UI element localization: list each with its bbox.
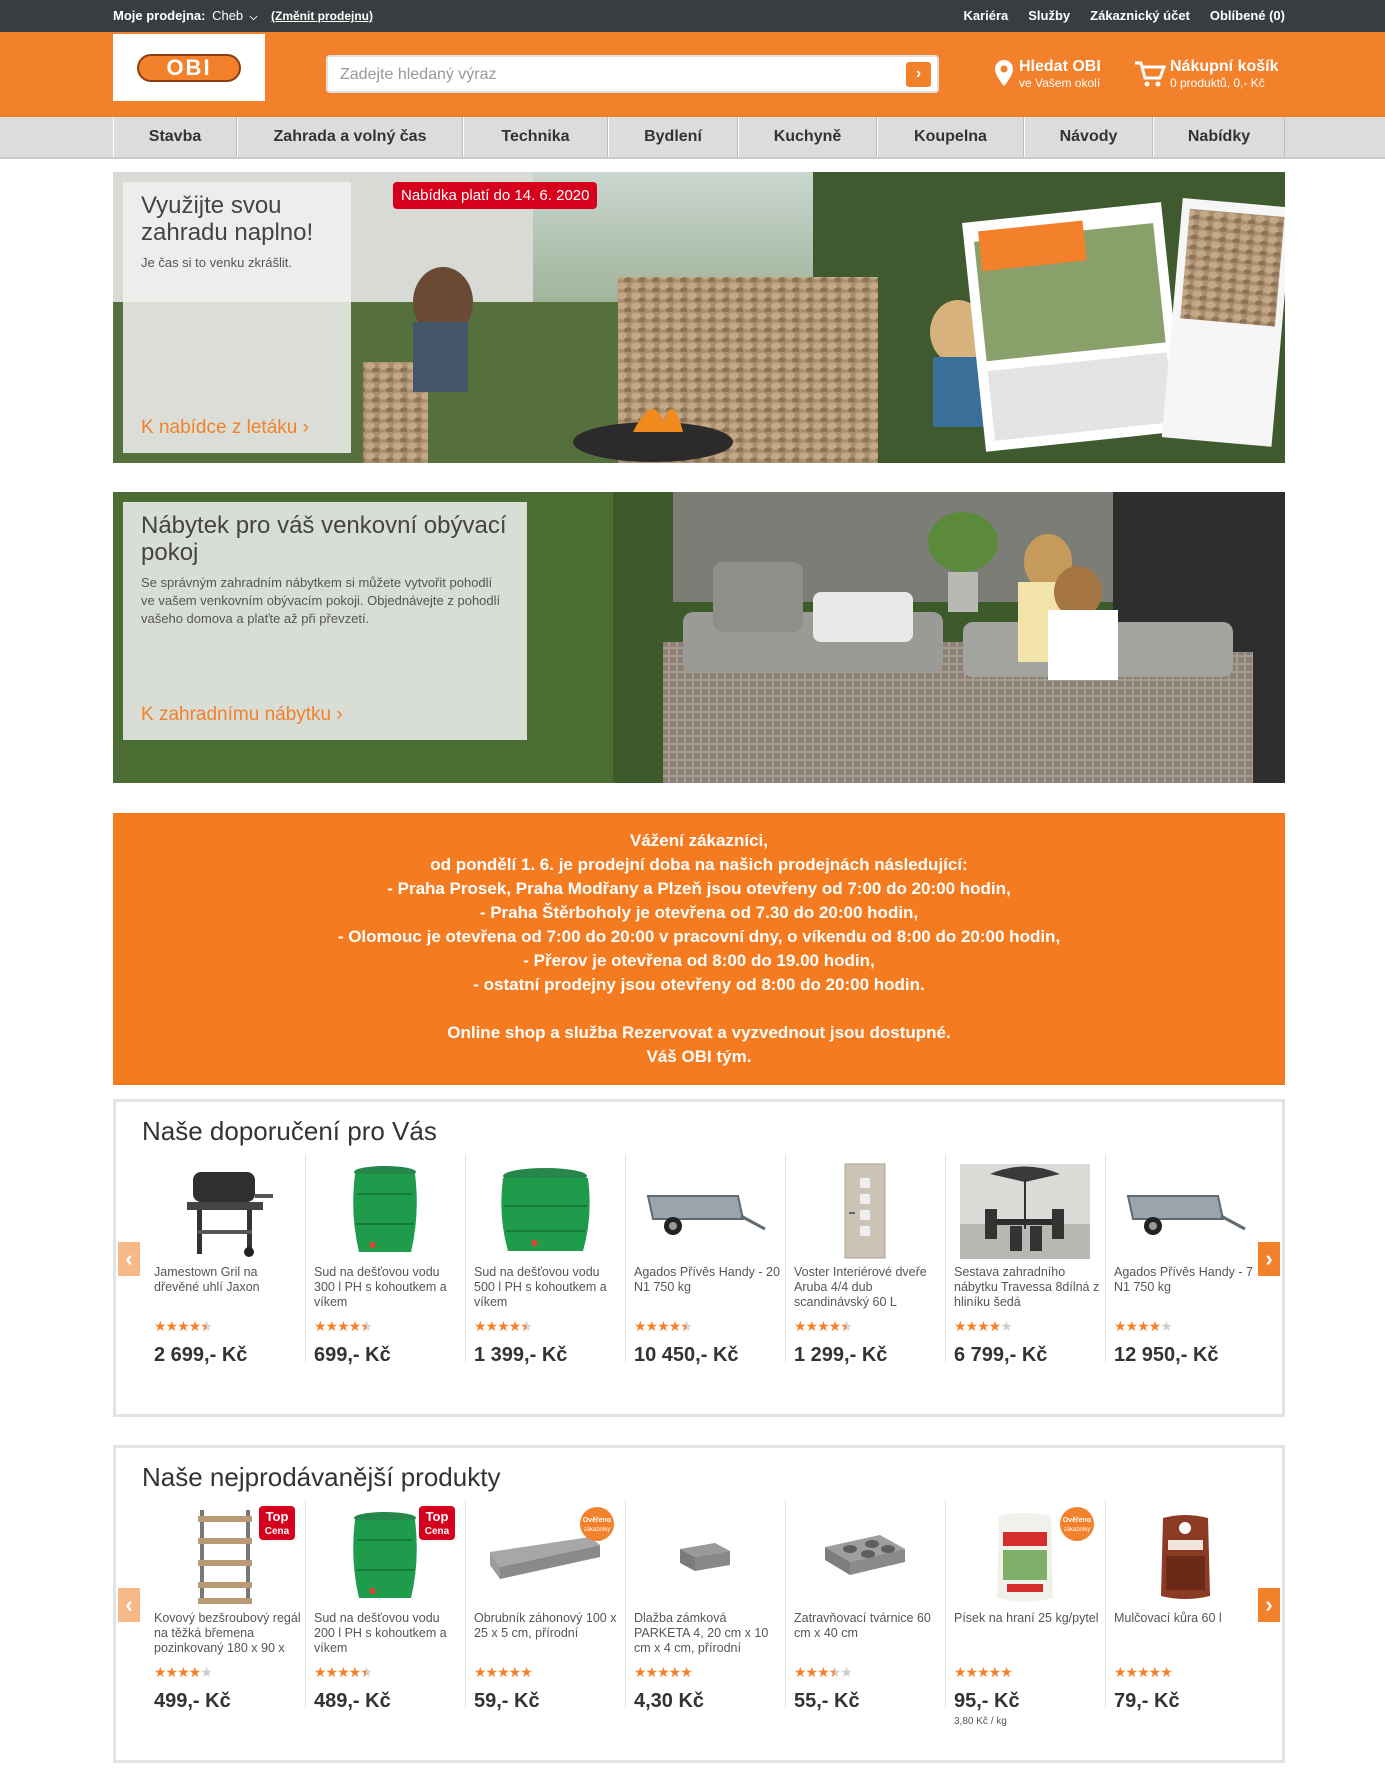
svg-text:Top: Top [265, 1509, 289, 1524]
product-card[interactable] [946, 1154, 1106, 1366]
nav-item-koupelna[interactable]: Koupelna [877, 117, 1024, 157]
rating-stars-icon: ★★★★★ [794, 1664, 852, 1680]
cart-title: Nákupní košík [1170, 58, 1279, 75]
find-store-title: Hledat OBI [1019, 58, 1101, 75]
product-card[interactable] [1106, 1500, 1266, 1712]
product-price: 699,- Kč [314, 1344, 391, 1366]
hero-banner-garden[interactable] [113, 172, 1285, 463]
product-name[interactable]: Dlažba zámková PARKETA 4, 20 cm x 10 cm x 4 cm, přírodní [634, 1611, 769, 1655]
nav-item-stavba[interactable]: Stavba [113, 117, 237, 157]
barrel-wide-icon[interactable] [478, 1162, 612, 1260]
product-name[interactable]: Sestava zahradního nábytku Travessa 8dílná z hliníku šedá [954, 1265, 1100, 1309]
verified-badge [1059, 1506, 1095, 1547]
product-list [146, 1500, 1266, 1727]
carousel-next-button[interactable]: › [1258, 1242, 1280, 1276]
search-input[interactable] [340, 65, 880, 85]
nav-item-bydleni[interactable]: Bydlení [608, 117, 738, 157]
verified-badge [579, 1506, 615, 1547]
top-links [963, 8, 1285, 23]
rating-stars-icon: ★★★★★ [954, 1318, 1012, 1334]
section-title: Naše doporučení pro Vás [142, 1116, 437, 1146]
banner-title: Nábytek pro váš venkovní obývací pokoj [141, 512, 507, 566]
rating-stars-icon: ★★★★★ [314, 1664, 372, 1680]
opening-hours-notice [113, 813, 1285, 1085]
rating-stars-icon: ★★★★★ [634, 1664, 692, 1680]
location-pin-icon [995, 60, 1013, 86]
search-submit-button[interactable]: › [906, 62, 931, 87]
rating-stars-icon: ★★★★★ [154, 1664, 212, 1680]
bestsellers-carousel [113, 1445, 1285, 1763]
product-card[interactable] [626, 1500, 786, 1712]
product-card[interactable] [786, 1154, 946, 1366]
main-nav [0, 117, 1385, 159]
carousel-next-button[interactable]: › [1258, 1588, 1280, 1622]
trailer-icon[interactable] [638, 1162, 772, 1260]
flyer-offer-link[interactable]: K nabídce z letáku › [141, 417, 309, 438]
nav-item-nabidky[interactable]: Nabídky [1153, 117, 1285, 157]
account-link[interactable]: Zákaznický účet [1090, 8, 1190, 23]
product-price: 1 299,- Kč [794, 1344, 888, 1366]
carousel-prev-button[interactable]: ‹ [118, 1242, 140, 1276]
mulch-bag-icon[interactable] [1118, 1508, 1252, 1606]
careers-link[interactable]: Kariéra [963, 8, 1009, 23]
rating-stars-icon: ★★★★★ [474, 1318, 532, 1334]
notice-line: - Přerov je otevřena od 8:00 do 19.00 hodin, [523, 951, 875, 970]
rating-stars-icon: ★★★★★ [314, 1318, 372, 1334]
product-card[interactable] [466, 1154, 626, 1366]
product-name[interactable]: Sud na dešťovou vodu 300 l PH s kohoutkem a víkem [314, 1265, 447, 1309]
product-price: 95,- Kč [954, 1690, 1020, 1712]
store-label: Moje prodejna: [113, 8, 206, 23]
barrel-icon[interactable] [318, 1162, 452, 1260]
product-card[interactable] [466, 1500, 626, 1712]
product-card[interactable] [146, 1154, 306, 1366]
banner-text: Se správným zahradním nábytkem si můžete vytvořit pohodlí ve vašem venkovním obývacím pokoji. Objednávejte z pohodlí vašeho domova a plaťte až při převzetí. [141, 575, 501, 626]
top-price-badge [259, 1506, 295, 1545]
svg-text:zákazníky: zákazníky [583, 1527, 611, 1533]
chevron-down-icon[interactable]: ⌵ [249, 12, 258, 23]
favorites-link[interactable]: Oblíbené (0) [1209, 8, 1285, 23]
notice-line: Online shop a služba Rezervovat a vyzvednout jsou dostupné. [447, 1023, 951, 1042]
product-name[interactable]: Zatravňovací tvárnice 60 cm x 40 cm [794, 1611, 931, 1640]
svg-text:Top: Top [425, 1509, 449, 1524]
rating-stars-icon: ★★★★★ [1114, 1318, 1172, 1334]
banner-text: Je čas si to venku zkrášlit. [141, 255, 292, 270]
product-name[interactable]: Kovový bezšroubový regál na těžká břemena pozinkovaný 180 x 90 x [154, 1611, 301, 1655]
notice-line: - Praha Prosek, Praha Modřany a Plzeň jsou otevřeny od 7:00 do 20:00 hodin, [387, 879, 1011, 898]
find-store-subtitle: ve Vašem okolí [1019, 76, 1101, 90]
hero-banner-furniture[interactable] [113, 492, 1285, 783]
product-name[interactable]: Jamestown Gril na dřevěné uhlí Jaxon [154, 1265, 260, 1294]
paver-icon[interactable] [638, 1508, 772, 1606]
cart-icon [1134, 60, 1166, 88]
nav-item-technika[interactable]: Technika [463, 117, 608, 157]
product-name[interactable]: Mulčovací kůra 60 l [1114, 1611, 1222, 1625]
product-price: 1 399,- Kč [474, 1344, 568, 1366]
rating-stars-icon: ★★★★★ [474, 1664, 532, 1680]
product-name[interactable]: Sud na dešťovou vodu 200 l PH s kohoutkem a víkem [314, 1611, 447, 1655]
product-price: 489,- Kč [314, 1690, 391, 1712]
svg-text:zákazníky: zákazníky [1063, 1527, 1091, 1533]
product-price: 2 699,- Kč [154, 1344, 248, 1366]
door-icon[interactable] [798, 1162, 932, 1260]
product-price: 79,- Kč [1114, 1690, 1180, 1712]
rating-stars-icon: ★★★★★ [1114, 1664, 1172, 1680]
svg-text:Ověřeno: Ověřeno [1062, 1517, 1092, 1524]
offer-valid-badge: Nabídka platí do 14. 6. 2020 [393, 182, 597, 209]
banner-text-panel [123, 182, 351, 453]
cart-summary: 0 produktů, 0,- Kč [1170, 76, 1265, 90]
banner-text-panel [123, 502, 527, 740]
product-price: 59,- Kč [474, 1690, 540, 1712]
nav-item-zahrada[interactable]: Zahrada a volný čas [237, 117, 463, 157]
product-name[interactable]: Agados Přívěs Handy - 20 N1 750 kg [634, 1265, 780, 1294]
product-price: 12 950,- Kč [1114, 1344, 1219, 1366]
product-price: 6 799,- Kč [954, 1344, 1048, 1366]
rating-stars-icon: ★★★★★ [954, 1664, 1012, 1680]
svg-text:Ověřeno: Ověřeno [582, 1517, 612, 1524]
grill-icon[interactable] [158, 1162, 292, 1260]
rating-stars-icon: ★★★★★ [154, 1318, 212, 1334]
furniture-set-icon[interactable] [958, 1162, 1092, 1260]
change-store-link[interactable]: (Změnit prodejnu) [271, 9, 373, 23]
product-price: 4,30 Kč [634, 1690, 705, 1712]
product-name[interactable]: Písek na hraní 25 kg/pytel [954, 1611, 1099, 1625]
svg-text:Cena: Cena [424, 1526, 450, 1537]
product-price: 55,- Kč [794, 1690, 860, 1712]
product-name[interactable]: Voster Interiérové dveře Aruba 4/4 dub scandinávský 60 L [794, 1265, 927, 1309]
notice-line: od pondělí 1. 6. je prodejní doba na našich prodejnách následující: [430, 855, 968, 874]
product-card[interactable] [786, 1500, 946, 1712]
product-name[interactable]: Obrubník záhonový 100 x 25 x 5 cm, přírodní [474, 1611, 617, 1640]
product-name[interactable]: Sud na dešťovou vodu 500 l PH s kohoutkem a víkem [474, 1265, 607, 1309]
notice-line: Vážení zákazníci, [630, 831, 768, 850]
top-bar [0, 0, 1385, 32]
trailer-icon[interactable] [1118, 1162, 1252, 1260]
banner-title: Využijte svou zahradu naplno! [141, 192, 314, 246]
notice-line: - ostatní prodejny jsou otevřeny od 8:00 do 20:00 hodin. [473, 975, 925, 994]
nav-item-navody[interactable]: Návody [1024, 117, 1153, 157]
store-city[interactable]: Cheb [212, 8, 244, 23]
nav-item-kuchyne[interactable]: Kuchyně [738, 117, 877, 157]
obi-logo: OBI [137, 54, 241, 82]
notice-line [113, 997, 1285, 1021]
rating-stars-icon: ★★★★★ [794, 1318, 852, 1334]
find-store-link[interactable] [995, 58, 1101, 90]
header [0, 32, 1385, 117]
product-card[interactable] [946, 1500, 1106, 1727]
unit-price: 3,80 Kč / kg [954, 1716, 1007, 1727]
services-link[interactable]: Služby [1028, 8, 1071, 23]
product-price: 499,- Kč [154, 1690, 231, 1712]
notice-line: - Olomouc je otevřena od 7:00 do 20:00 v pracovní dny, o víkendu od 8:00 do 20:00 hodin, [337, 927, 1061, 946]
product-card[interactable] [1106, 1154, 1266, 1366]
product-card[interactable] [626, 1154, 786, 1366]
rating-stars-icon: ★★★★★ [634, 1318, 692, 1334]
grass-paver-icon[interactable] [798, 1508, 932, 1606]
product-card[interactable] [306, 1154, 466, 1366]
cart-link[interactable] [1134, 58, 1278, 90]
product-card[interactable] [146, 1500, 306, 1712]
top-price-badge [419, 1506, 455, 1545]
product-list [146, 1154, 1266, 1366]
carousel-prev-button[interactable]: ‹ [118, 1588, 140, 1622]
recommended-carousel [113, 1099, 1285, 1417]
logo-link[interactable] [113, 34, 265, 101]
store-selector[interactable] [113, 8, 373, 23]
notice-line: - Praha Štěrboholy je otevřena od 7.30 do 20:00 hodin, [479, 903, 919, 922]
section-title: Naše nejprodávanější produkty [142, 1462, 501, 1492]
svg-text:Cena: Cena [264, 1526, 290, 1537]
garden-furniture-link[interactable]: K zahradnímu nábytku › [141, 704, 343, 725]
product-price: 10 450,- Kč [634, 1344, 739, 1366]
product-card[interactable] [306, 1500, 466, 1712]
product-name[interactable]: Agados Přívěs Handy - 7 N1 750 kg [1114, 1265, 1253, 1294]
search-box [326, 55, 939, 93]
notice-line: Váš OBI tým. [646, 1047, 752, 1066]
